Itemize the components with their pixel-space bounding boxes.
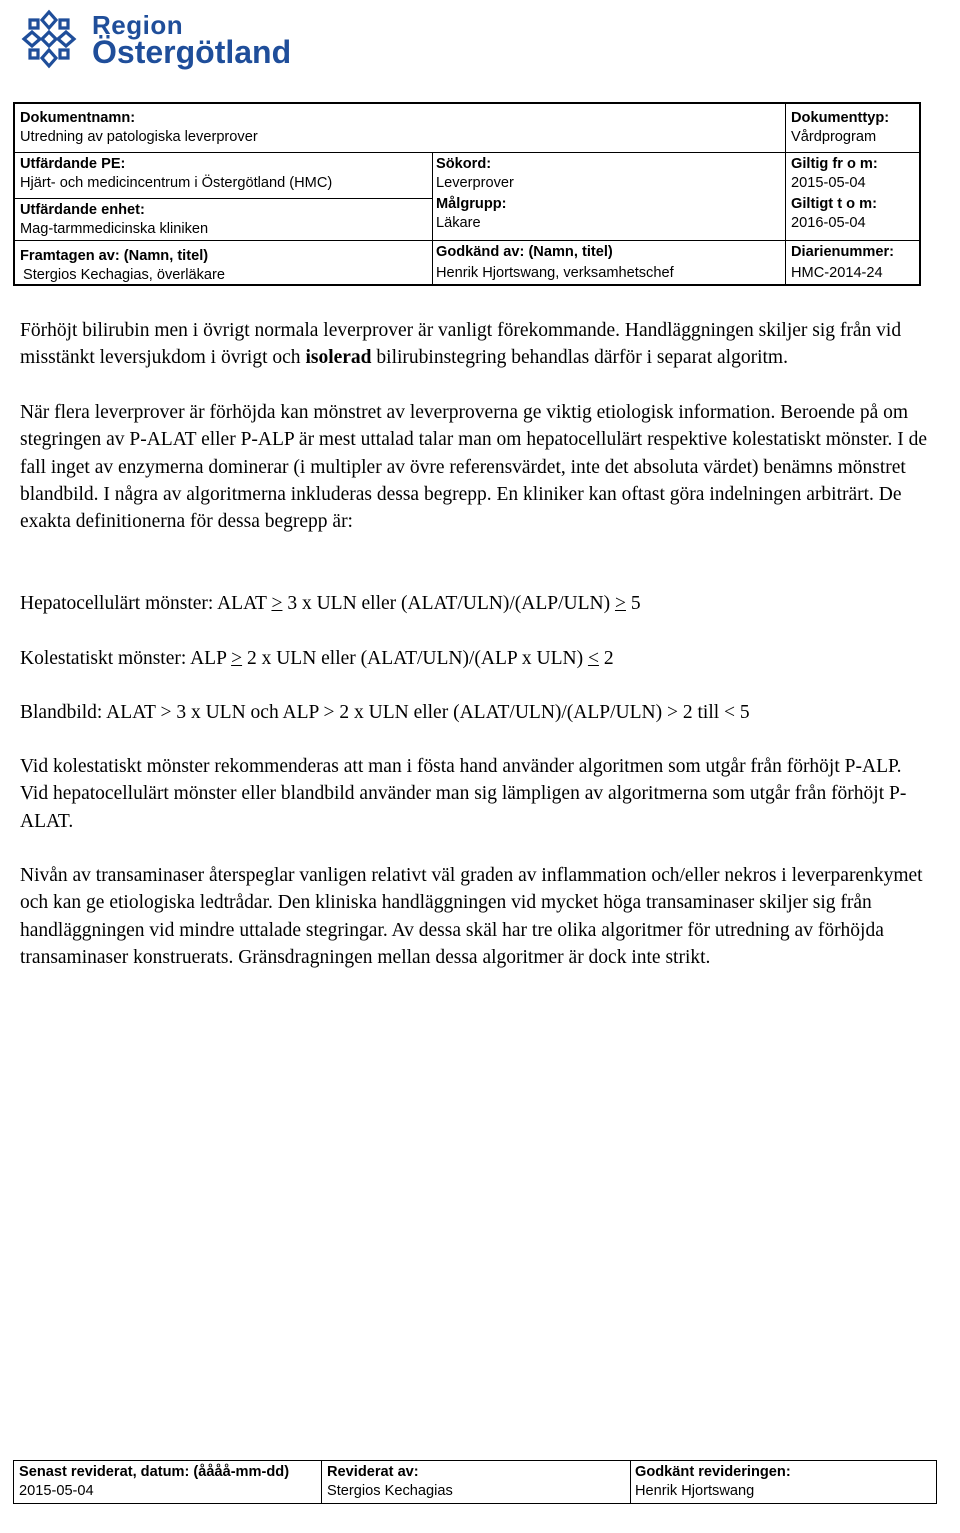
target-group-cell [436, 195, 507, 233]
revised-by-value: Stergios Kechagias [327, 1483, 453, 1499]
issuer-unit-value: Mag-tarmmedicinska kliniken [20, 221, 209, 237]
keyword-cell [436, 155, 514, 193]
valid-from-label: Giltig fr o m: [791, 156, 878, 172]
issuer-pe-cell [20, 155, 332, 193]
paragraph-algorithm-choice [20, 753, 932, 835]
revision-approved-label: Godkänt revideringen: [635, 1464, 791, 1480]
paragraph-text: bilirubinstegring behandlas därför i separat algoritm. [371, 347, 788, 369]
revised-date-label: Senast reviderat, datum: (åååå-mm-dd) [19, 1464, 290, 1480]
logo-emblem-icon [16, 6, 82, 72]
document-name-cell [20, 109, 258, 147]
header-divider [432, 152, 433, 284]
valid-from-cell [791, 155, 878, 193]
document-type-cell [791, 109, 889, 147]
valid-to-label: Giltigt t o m: [791, 196, 877, 212]
revision-approved-cell [635, 1463, 791, 1501]
revised-date-value: 2015-05-04 [19, 1483, 94, 1499]
paragraph-bilirubin [20, 317, 932, 372]
document-header-table [13, 102, 921, 286]
document-name-label: Dokumentnamn: [20, 110, 136, 126]
paragraph-patterns [20, 399, 932, 535]
issuer-pe-value: Hjärt- och medicincentrum i Östergötland (HMC) [20, 175, 333, 191]
definition-text: Blandbild: ALAT > 3 x ULN och ALP > 2 x ULN eller (ALAT/ULN)/(ALP/ULN) > 2 till < 5 [20, 702, 750, 723]
issuer-pe-label: Utfärdande PE: [20, 156, 126, 172]
author-label: Framtagen av: (Namn, titel) [20, 248, 209, 264]
author-value: Stergios Kechagias, överläkare [23, 267, 225, 283]
keyword-value: Leverprover [436, 175, 514, 191]
operator-gte: > [614, 593, 626, 614]
approved-by-value: Henrik Hjortswang, verksamhetschef [436, 265, 674, 281]
paragraph-text: När flera leverprover är förhöjda kan mönstret av leverproverna ge viktig etiologisk information. Beroende på om stegringen av P-ALAT eller P-ALP är mest uttalad talar man om hepatocellulärt respektive kolestatiskt mönster. I de fall inget av enzymerna dominerar (i multipler av övre referensvärdet, inte det absoluta värdet) benämns mönstret blandbild. I några av algoritmerna inkluderas dessa begrepp. En kliniker kan oftast göra indelningen arbiträrt. De exakta definitionerna för dessa begrepp är: [20, 402, 928, 533]
operator-gte: > [271, 593, 283, 614]
definition-text: 3 x ULN eller (ALAT/ULN)/(ALP/ULN) [282, 593, 615, 614]
definition-mixed [20, 699, 932, 726]
definition-hepatocellular [20, 590, 932, 617]
definition-text: Kolestatiskt mönster: ALP [20, 648, 232, 669]
header-rule [15, 152, 919, 153]
definition-text: 2 [598, 648, 614, 669]
definition-cholestatic [20, 645, 932, 672]
author-cell [20, 247, 225, 285]
revised-by-label: Reviderat av: [327, 1464, 419, 1480]
approved-by-label: Godkänd av: (Namn, titel) [436, 244, 613, 260]
keyword-label: Sökord: [436, 156, 492, 172]
definition-text: 2 x ULN eller (ALAT/ULN)/(ALP x ULN) [242, 648, 588, 669]
logo-text-ostergotland: Östergötland [92, 34, 292, 70]
document-name-value: Utredning av patologiska leverprover [20, 129, 258, 145]
paragraph-text: Förhöjt bilirubin men i övrigt normala leverprover är vanligt förekommande. Handläggningen skiljer sig från vid misstänkt leversjukdom i övrigt och [20, 320, 902, 369]
revision-approved-value: Henrik Hjortswang [635, 1483, 755, 1499]
paragraph-text: Vid kolestatiskt mönster rekommenderas att man i fösta hand använder algoritmen som utgår från förhöjt P-ALP. Vid hepatocellulärt mönster eller blandbild använder man sig lämpligen av algoritmerna som utgår från förhöjt P-ALAT. [20, 756, 907, 832]
target-group-value: Läkare [436, 215, 481, 231]
logo-text-region: Region [92, 10, 184, 40]
header-rule [15, 240, 919, 241]
diary-number-value: HMC-2014-24 [791, 265, 883, 281]
revision-footer-table [13, 1460, 937, 1504]
target-group-label: Målgrupp: [436, 196, 507, 212]
operator-gte: > [231, 648, 243, 669]
paragraph-text: Nivån av transaminaser återspeglar vanligen relativt väl graden av inflammation och/eller nekros i leverparenkymet och kan ge etiologiska ledtrådar. Den kliniska handläggningen vid mycket höga transaminaser skiljer sig från handläggningen vid mindre uttalade stegringar. Av dessa skäl har tre olika algoritmer för utredning av förhöjda transaminaser konstruerats. Gränsdragningen mellan dessa algoritmer är dock inte strikt. [20, 865, 923, 968]
valid-from-value: 2015-05-04 [791, 175, 866, 191]
approved-by-cell [436, 243, 674, 283]
definition-text: Hepatocellulärt mönster: ALAT [20, 593, 272, 614]
header-rule [15, 198, 432, 199]
region-ostergotland-logo [14, 4, 304, 76]
diary-number-cell [791, 243, 894, 283]
issuer-unit-cell [20, 201, 208, 239]
valid-to-value: 2016-05-04 [791, 215, 866, 231]
revised-date-cell [19, 1463, 289, 1501]
footer-divider [321, 1461, 322, 1503]
definition-text: 5 [625, 593, 641, 614]
document-type-value: Vårdprogram [791, 129, 877, 145]
header-divider [785, 104, 786, 284]
emphasis-isolerad: isolerad [305, 347, 372, 369]
operator-lte: < [587, 648, 599, 669]
valid-to-cell [791, 195, 877, 233]
document-type-label: Dokumenttyp: [791, 110, 890, 126]
paragraph-transaminases [20, 862, 932, 971]
issuer-unit-label: Utfärdande enhet: [20, 202, 145, 218]
revised-by-cell [327, 1463, 453, 1501]
diary-number-label: Diarienummer: [791, 244, 894, 260]
footer-divider [630, 1461, 631, 1503]
